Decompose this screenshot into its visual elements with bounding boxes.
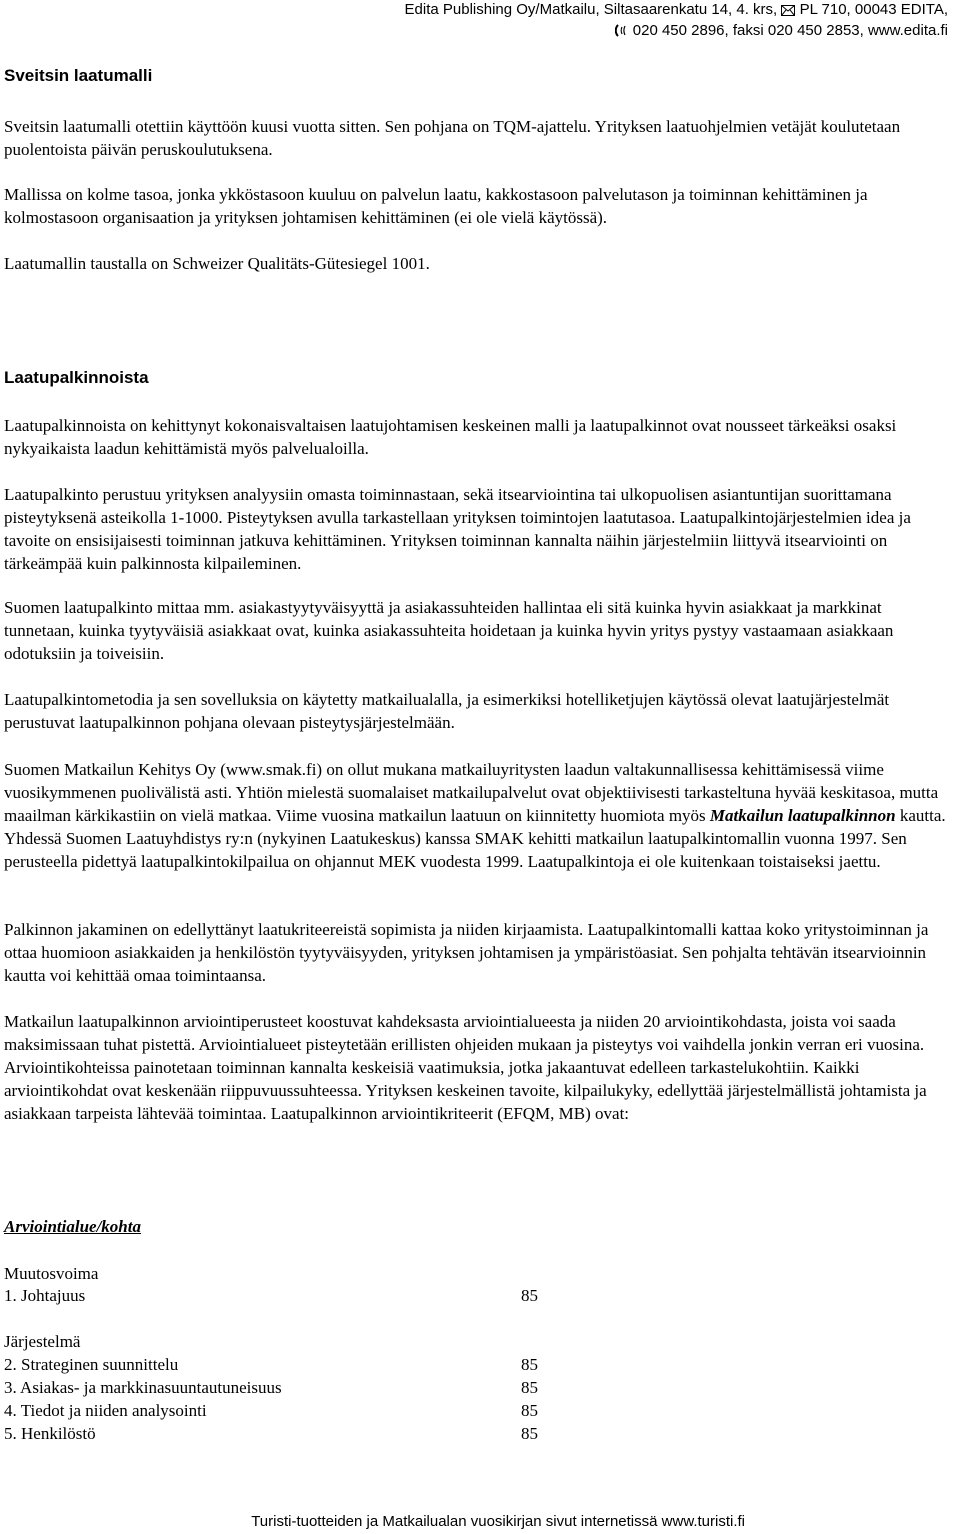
evaluation-item: 2. Strateginen suunnittelu	[4, 1355, 179, 1374]
paragraph: Laatupalkinto perustuu yrityksen analyysiin omasta toiminnastaan, sekä itsearviointina tai ulkopuolisen asiantuntijan suorittamana pisteytyksenä asteikolla 1-1000. Pisteytyksen avulla tarkastellaan yrityksen toimintojen laatutasoa. Laatupalkintojärjestelmien idea ja tavoite on ensisijaisesti toiminnan jatkuva kehittäminen. Yrityksen toiminnan kannalta näihin järjestelmiin liittyvä itsearviointi on tärkeämpää kuin palkinnosta kilpaileminen.	[4, 485, 911, 573]
paragraph: Laatupalkinnoista on kehittynyt kokonaisvaltaisen laatujohtamisen keskeinen malli ja laatupalkinnot ovat nousseet tärkeäksi osaksi nykyaikaista laadun kehittämistä myös palvelualoilla.	[4, 416, 897, 458]
paragraph-part: Suomen Matkailun Kehitys Oy (www.smak.fi) on ollut mukana matkailuyritysten laadun valtakunnallisessa kehittämisessä viime vuosikymmenen puolivälistä asti. Yhtiön mielestä suomalaiset matkailupalvelut ovat objektiivisesti tarkasteltuna hyvää keskitasoa, mutta maailman kärkikastiin on vielä matkaa. Viime vuosina matkailun laatuun on kiinnitetty huomiota myös	[4, 760, 939, 825]
page-header	[348, 0, 948, 42]
evaluation-score: 85	[521, 1286, 538, 1305]
paragraph-part: kautta. Yhdessä Suomen Laatuyhdistys ry:n (nykyinen Laatukeskus) kanssa SMAK kehitti matkailun laatupalkintomallin vuonna 1997. Sen perusteella pidettyä laatupalkintokilpailua on ohjannut MEK vuodesta 1999. Laatupalkintoja ei ole kuitenkaan toistaiseksi jaettu.	[4, 806, 946, 871]
evaluation-group: Järjestelmä	[4, 1332, 81, 1351]
phone-icon	[615, 23, 629, 42]
header-line-1	[348, 0, 948, 21]
paragraph: Matkailun laatupalkinnon arviointiperusteet koostuvat kahdeksasta arviointialueesta ja niiden 20 arviointikohdasta, joista voi saada maksimissaan tuhat pistettä. Arviointialueet pisteytetään erillisten ohjeiden mukaan ja pisteytys voi vaihdella jonkin verran eri vuosina. Arviointikohteissa painotetaan toiminnan kannalta keskeisiä vaatimuksia, jotka jakaantuvat edelleen tarkastelukohtiin. Kaikki arviointikohdat ovat keskenään riippuvuussuhteessa. Yrityksen keskeinen tavoite, kilpailukyky, edellyttää järjestelmällistä johtamista ja asiakkaan tarpeista lähtevää toimintaa. Laatupalkinnon arviointikriteerit (EFQM, MB) ovat:	[4, 1012, 927, 1123]
header-line-2	[348, 21, 948, 42]
section-title-swiss-model: Sveitsin laatumalli	[4, 66, 153, 85]
evaluation-score: 85	[521, 1355, 538, 1374]
paragraph: Sveitsin laatumalli otettiin käyttöön kuusi vuotta sitten. Sen pohjana on TQM-ajattelu. Yrityksen laatuohjelmien vetäjät koulutetaan puolentoista päivän peruskoulutuksena.	[4, 117, 901, 159]
paragraph: Palkinnon jakaminen on edellyttänyt laatukriteereistä sopimista ja niiden kirjaamista. Laatupalkintomalli kattaa koko yritystoiminnan ja ottaa huomioon asiakkaiden ja henkilöstön tyytyväisyyden, yrityksen johtamisen ja ympäristöasiat. Sen pohjalta tehtävän itsearvioinnin kautta voi kehittää omaa toimintaansa.	[4, 920, 929, 985]
evaluation-score: 85	[521, 1378, 538, 1397]
evaluation-heading: Arviointialue/kohta	[4, 1217, 141, 1236]
evaluation-score: 85	[521, 1401, 538, 1420]
paragraph: Laatumallin taustalla on Schweizer Qualitäts-Gütesiegel 1001.	[4, 254, 430, 273]
envelope-icon	[781, 2, 795, 21]
paragraph-smak	[4, 758, 954, 873]
evaluation-item: 1. Johtajuus	[4, 1286, 86, 1305]
section-title-quality-awards: Laatupalkinnoista	[4, 368, 149, 387]
evaluation-item: 4. Tiedot ja niiden analysointi	[4, 1401, 207, 1420]
paragraph: Laatupalkintometodia ja sen sovelluksia on käytetty matkailualalla, ja esimerkiksi hotelliketjujen käytössä olevat laatujärjestelmät perustuvat laatupalkinnon pohjana olevaan pisteytysjärjestelmään.	[4, 690, 890, 732]
emphasis-award-name: Matkailun laatupalkinnon	[709, 806, 896, 825]
paragraph: Mallissa on kolme tasoa, jonka ykköstasoon kuuluu on palvelun laatu, kakkostasoon palvelutason ja toiminnan kehittäminen ja kolmostasoon organisaation ja yrityksen johtamisen kehittäminen (ei ole vielä käytössä).	[4, 185, 868, 227]
evaluation-score: 85	[521, 1424, 538, 1443]
evaluation-item: 5. Henkilöstö	[4, 1424, 96, 1443]
evaluation-group: Muutosvoima	[4, 1264, 99, 1283]
header-phone: 020 450 2896, faksi 020 450 2853, www.edita.fi	[632, 22, 948, 39]
paragraph: Suomen laatupalkinto mittaa mm. asiakastyytyväisyyttä ja asiakassuhteiden hallintaa eli sitä kuinka hyvin asiakkaat ja markkinat tunnetaan, kuinka tyytyväisiä asiakkaat ovat, kuinka asiakassuhteita hoidetaan ja kuinka hyvin yritys pystyy vastaamaan asiakkaan odotuksiin ja toiveisiin.	[4, 598, 894, 663]
header-postal: PL 710, 00043 EDITA,	[799, 1, 948, 18]
evaluation-item: 3. Asiakas- ja markkinasuuntautuneisuus	[4, 1378, 282, 1397]
header-address: Edita Publishing Oy/Matkailu, Siltasaarenkatu 14, 4. krs,	[404, 1, 782, 18]
page-footer: Turisti-tuotteiden ja Matkailualan vuosikirjan sivut internetissä www.turisti.fi	[251, 1513, 745, 1530]
